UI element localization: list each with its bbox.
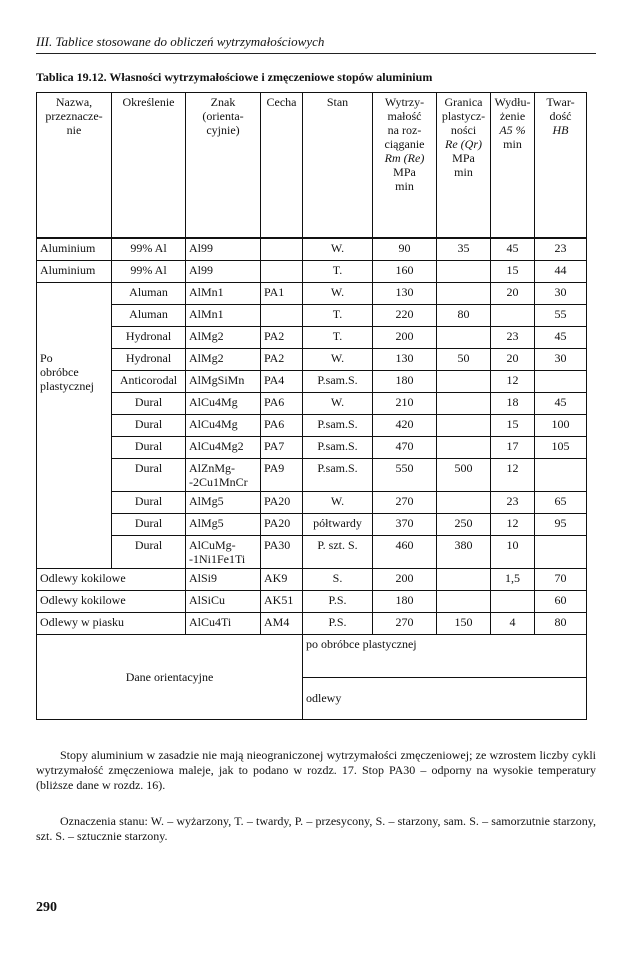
table-row: Dural AlCuMg- -1Ni1Fe1Ti PA30 P. szt. S. 460 380 10: [37, 536, 587, 569]
col-hb-header: Twar- dość HB: [535, 93, 587, 239]
legend-first: po obróbce plastycznej: [303, 635, 587, 678]
table-row: Odlewy w piasku AlCu4Ti AM4 P.S. 270 150 4 80: [37, 613, 587, 635]
page-number: 290: [36, 900, 57, 915]
col-sign-header: Znak (orienta- cyjnie): [186, 93, 261, 239]
legend-paragraph: Oznaczenia stanu: W. – wyżarzony, T. – twardy, P. – przesycony, S. – starzony, sam. S. – samorzutnie starzony, szt. S. – sztucznie starzony.: [36, 814, 596, 843]
col-name-header: Nazwa, przeznacze- nie: [37, 93, 112, 239]
col-feature-header: Cecha: [261, 93, 303, 239]
legend-second: odlewy: [303, 677, 587, 720]
table-row: Hydronal AlMg2 PA2 W. 130 50 20 30: [37, 349, 587, 371]
aluminium-properties-table: [36, 92, 587, 720]
legend-row: [37, 635, 587, 678]
table-row: Dural AlMg5 PA20 W. 270 23 65: [37, 492, 587, 514]
note-paragraph: Stopy aluminium w zasadzie nie mają nieograniczonej wytrzymałości zmęczeniowej; ze wzrostem liczby cykli wytrzymałość zmęczeniowa maleje, jak to podano w rozdz. 17. Stop PA30 – odporny na wysokie temperatury (bliższe dane w rozdz. 16).: [36, 748, 596, 792]
col-state-header: Stan: [303, 93, 373, 239]
table-row: Po obróbce plastycznej Aluman AlMn1 PA1 W. 130 20 30: [37, 283, 587, 305]
table-row: Anticorodal AlMgSiMn PA4 P.sam.S. 180 12: [37, 371, 587, 393]
legend-label: Dane orientacyjne: [37, 635, 303, 720]
table-caption: Tablica 19.12. Własności wytrzymałościowe i zmęczeniowe stopów aluminium: [36, 70, 433, 84]
col-a5-header: Wydłu- żenie A5 % min: [491, 93, 535, 239]
header-row: [37, 93, 587, 239]
table-row: Odlewy kokilowe AlSi9 AK9 S. 200 1,5 70: [37, 569, 587, 591]
table-row: Dural AlCu4Mg PA6 W. 210 18 45: [37, 393, 587, 415]
table-row: Dural AlCu4Mg PA6 P.sam.S. 420 15 100: [37, 415, 587, 437]
table-row: Odlewy kokilowe AlSiCu AK51 P.S. 180 60: [37, 591, 587, 613]
col-designation-header: Określenie: [112, 93, 186, 239]
table-row: Hydronal AlMg2 PA2 T. 200 23 45: [37, 327, 587, 349]
table-row: Dural AlZnMg- -2Cu1MnCr PA9 P.sam.S. 550 500 12: [37, 459, 587, 492]
group-label: Po obróbce plastycznej: [37, 283, 112, 569]
table-row: Aluminium 99% Al Al99 W. 90 35 45 23: [37, 238, 587, 261]
table-row: Dural AlCu4Mg2 PA7 P.sam.S. 470 17 105: [37, 437, 587, 459]
running-header: III. Tablice stosowane do obliczeń wytrzymałościowych: [36, 34, 596, 54]
col-rm-header: Wytrzy- małość na roz- ciąganie Rm (Re) MPa min: [373, 93, 437, 239]
table-row: Dural AlMg5 PA20 półtwardy 370 250 12 95: [37, 514, 587, 536]
table-row: Aluminium 99% Al Al99 T. 160 15 44: [37, 261, 587, 283]
col-re-header: Granica plastycz- ności Re (Qr) MPa min: [437, 93, 491, 239]
table-row: Aluman AlMn1 T. 220 80 55: [37, 305, 587, 327]
